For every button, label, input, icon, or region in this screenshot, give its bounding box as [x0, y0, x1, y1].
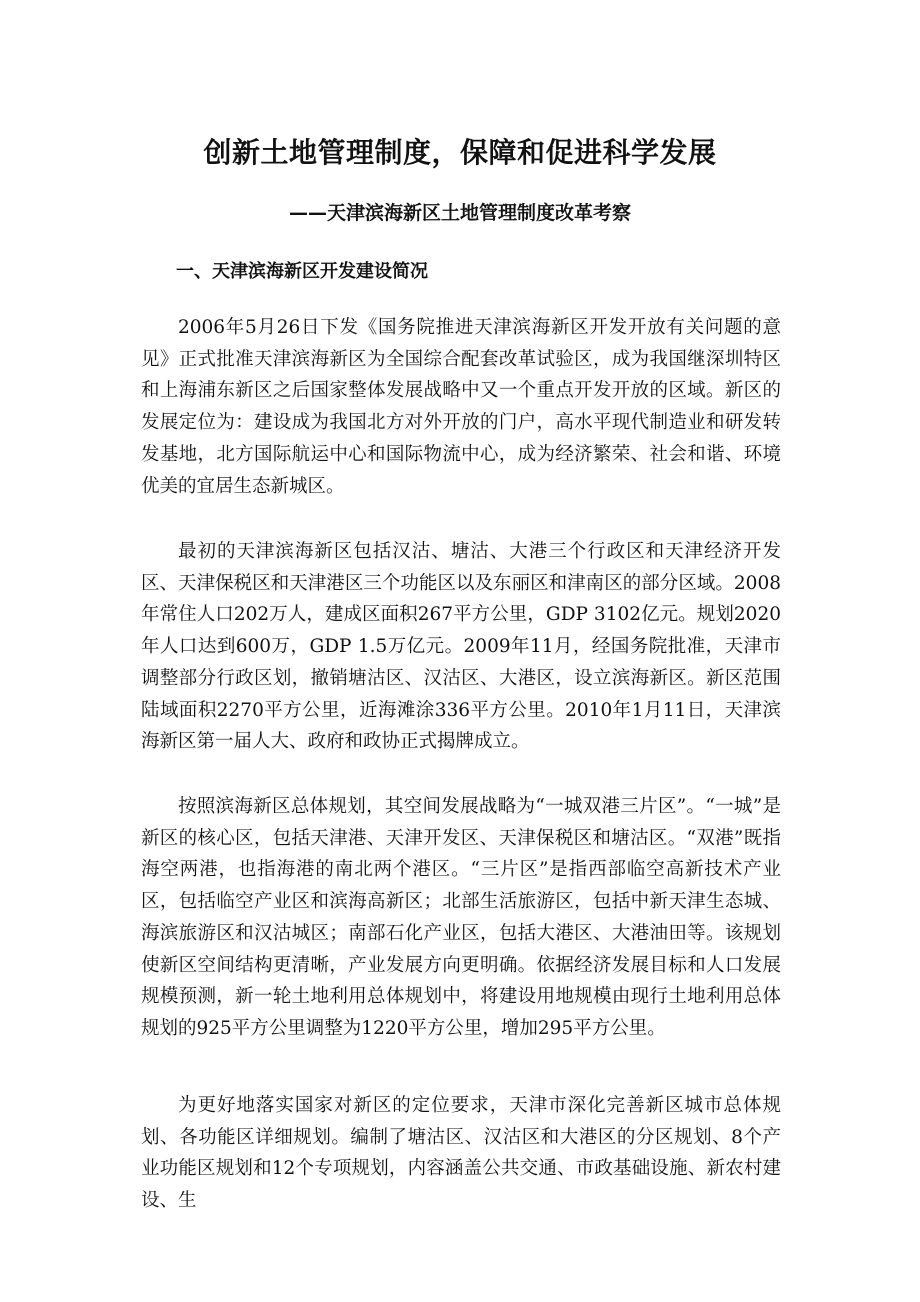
- paragraph: 为更好地落实国家对新区的定位要求，天津市深化完善新区城市总体规划、各功能区详细规划。编制了塘沽区、汉沽区和大港区的分区规划、8个产业功能区规划和12个专项规划，内容涵盖公共交通、市政基础设施、新农村建设、生: [141, 1095, 781, 1212]
- paragraph: 2006年5月26日下发《国务院推进天津滨海新区开发开放有关问题的意见》正式批准天津滨海新区为全国综合配套改革试验区，成为我国继深圳特区和上海浦东新区之后国家整体发展战略中又一个重点开发开放的区域。新区的发展定位为：建设成为我国北方对外开放的门户，高水平现代制造业和研发转发基地，北方国际航运中心和国际物流中心，成为经济繁荣、社会和谐、环境优美的宜居生态新城区。: [141, 317, 781, 497]
- paragraph: 最初的天津滨海新区包括汉沽、塘沽、大港三个行政区和天津经济开发区、天津保税区和天津港区三个功能区以及东丽区和津南区的部分区域。2008年常住人口202万人，建成区面积267平方公里，GDP 3102亿元。规划2020年人口达到600万，GDP 1.5万亿元。2009年11月，经国务院批准，天津市调整部分行政区划，撤销塘沽区、汉沽区、大港区，设立滨海新区。新区范围陆域面积2270平方公里，近海滩涂336平方公里。2010年1月11日，天津滨海新区第一届人大、政府和政协正式揭牌成立。: [141, 541, 781, 753]
- section-heading: 一、天津滨海新区开发建设简况: [176, 261, 428, 282]
- document-subtitle: ——天津滨海新区土地管理制度改革考察: [288, 202, 631, 224]
- paragraph: 按照滨海新区总体规划，其空间发展战略为“一城双港三片区”。“一城”是新区的核心区，包括天津港、天津开发区、天津保税区和塘沽区。“双港”既指海空两港，也指海港的南北两个港区。“三片区”是指西部临空高新技术产业区，包括临空产业区和滨海高新区；北部生活旅游区，包括中新天津生态城、海滨旅游区和汉沽城区；南部石化产业区，包括大港区、大港油田等。该规划使新区空间结构更清晰，产业发展方向更明确。依据经济发展目标和人口发展规模预测，新一轮土地利用总体规划中，将建设用地规模由现行土地利用总体规划的925平方公里调整为1220平方公里，增加295平方公里。: [141, 796, 781, 1039]
- document-title: 创新土地管理制度，保障和促进科学发展: [203, 136, 717, 169]
